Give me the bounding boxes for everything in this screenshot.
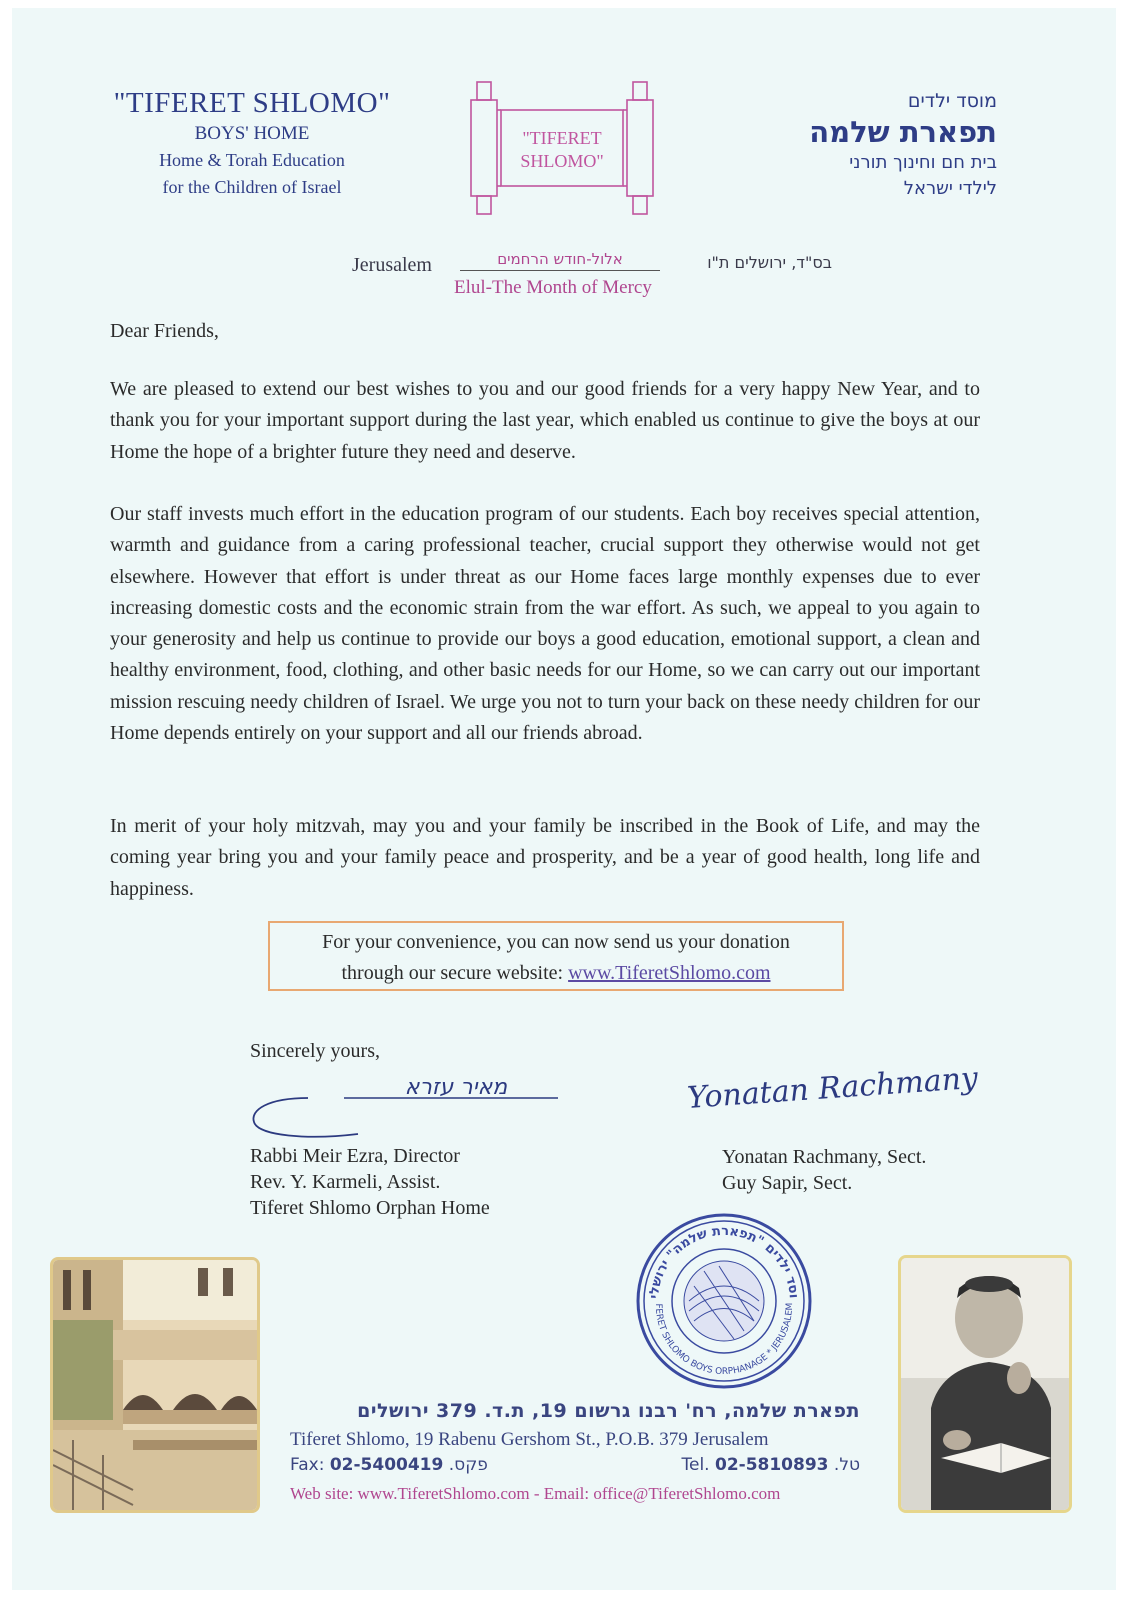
heb-line-2: תפארת שלמה [809,115,997,149]
signature-1-image [248,1060,568,1150]
header-english [72,86,432,201]
signer-5: Guy Sapir, Sect. [722,1172,853,1194]
org-tagline-1: Home & Torah Education [159,150,345,170]
torah-scroll-logo [467,74,657,224]
fax-label: Fax: [290,1455,330,1475]
footer-address-hebrew: תפארת שלמה, רח' רבנו גרשום 19, ת.ד. 379 ירושלים [357,1400,860,1422]
building-photo [50,1257,260,1513]
signers-left [250,1143,490,1221]
signer-4: Yonatan Rachmany, Sect. [722,1146,927,1168]
tel-number: 02-5810893 [714,1455,829,1475]
footer-web-email[interactable]: Web site: www.TiferetShlomo.com - Email: office@TiferetShlomo.com [290,1484,781,1503]
tel-label: Tel. [681,1455,715,1475]
fax-number: 02-5400419 [329,1455,444,1475]
seal-text-en: FERET SHLOMO BOYS ORPHANAGE * JERUSALEM [652,1302,796,1378]
tel-info [681,1455,860,1475]
english-date: Elul-The Month of Mercy [454,277,652,298]
donation-line-1: For your convenience, you can now send us your donation [322,931,790,953]
paragraph-1: We are pleased to extend our best wishes to you and our good friends for a very happy New Year, and to thank you for your important support during the last year, which enabled us continue to give the boys at our Home the hope of a brighter future they need and deserve. [110,378,980,463]
signature-2-image [680,1068,1000,1138]
header-hebrew [752,88,997,202]
besd-label: בס"ד, ירושלים ת"ו [707,253,832,272]
hebrew-date: אלול-חודש הרחמים [460,250,660,271]
tel-he: .טל [828,1455,860,1475]
signers-right [722,1144,926,1196]
footer-phone-row [290,1453,860,1481]
org-subtitle: BOYS' HOME [194,123,310,144]
paragraph-2: Our staff invests much effort in the education program of our students. Each boy receives special attention, warmth and guidance from a caring professional teacher, crucial support they otherwise would not get elsewhere. However that effort is under threat as our Home faces large monthly expenses due to ever increasing domestic costs and the economic strain from the war effort. As such, we appeal to you again to your generosity and help us continue to provide our boys a good education, emotional support, a clean and healthy environment, food, clothing, and other basic needs for our Home, so we can carry out our important mission rescuing needy children of Israel. We urge you not to turn your back on these needy children for our Home depends entirely on your support and all our friends abroad. [110,503,980,745]
signer-2: Rev. Y. Karmeli, Assist. [250,1171,441,1193]
fax-info [290,1455,488,1475]
org-tagline-2: for the Children of Israel [162,177,342,197]
signature-1-script: מאיר עזרא [404,1075,508,1100]
closing: Sincerely yours, [250,1040,380,1062]
heb-line-4: לילדי ישראל [903,178,997,199]
scroll-text-2: SHLOMO" [520,151,604,171]
signer-3: Tiferet Shlomo Orphan Home [250,1197,490,1219]
jerusalem-label: Jerusalem [352,254,432,276]
paragraph-3: In merit of your holy mitzvah, may you and your family be inscribed in the Book of Life, and may the coming year bring you and your family peace and prosperity, and be a year of good health, long life and happiness. [110,815,980,900]
boy-reading-photo [898,1255,1072,1513]
donation-website-link[interactable]: www.TiferetShlomo.com [568,962,771,984]
org-name: "TIFERET SHLOMO" [113,87,391,119]
greeting: Dear Friends, [110,320,219,342]
date-line [352,250,832,300]
signature-2-script: Yonatan Rachmany [686,1068,980,1116]
heb-line-1: מוסד ילדים [907,90,997,112]
signer-1: Rabbi Meir Ezra, Director [250,1145,460,1167]
footer-contact [290,1396,860,1507]
footer-address-english: Tiferet Shlomo, 19 Rabenu Gershom St., P.O.B. 379 Jerusalem [290,1429,769,1450]
donation-line-2 [270,958,842,989]
heb-line-3: בית חם וחינוך תורני [849,152,997,173]
scroll-text-1: "TIFERET [522,128,602,148]
donation-box [268,921,844,991]
letter-page [12,8,1116,1590]
donation-line-2-prefix: through our secure website: [341,962,569,984]
seal-text-he: וסד ילדים "תפארת שלמה" ירושלי [647,1223,801,1300]
organization-seal [634,1211,814,1391]
fax-he: .פקס [443,1455,488,1475]
